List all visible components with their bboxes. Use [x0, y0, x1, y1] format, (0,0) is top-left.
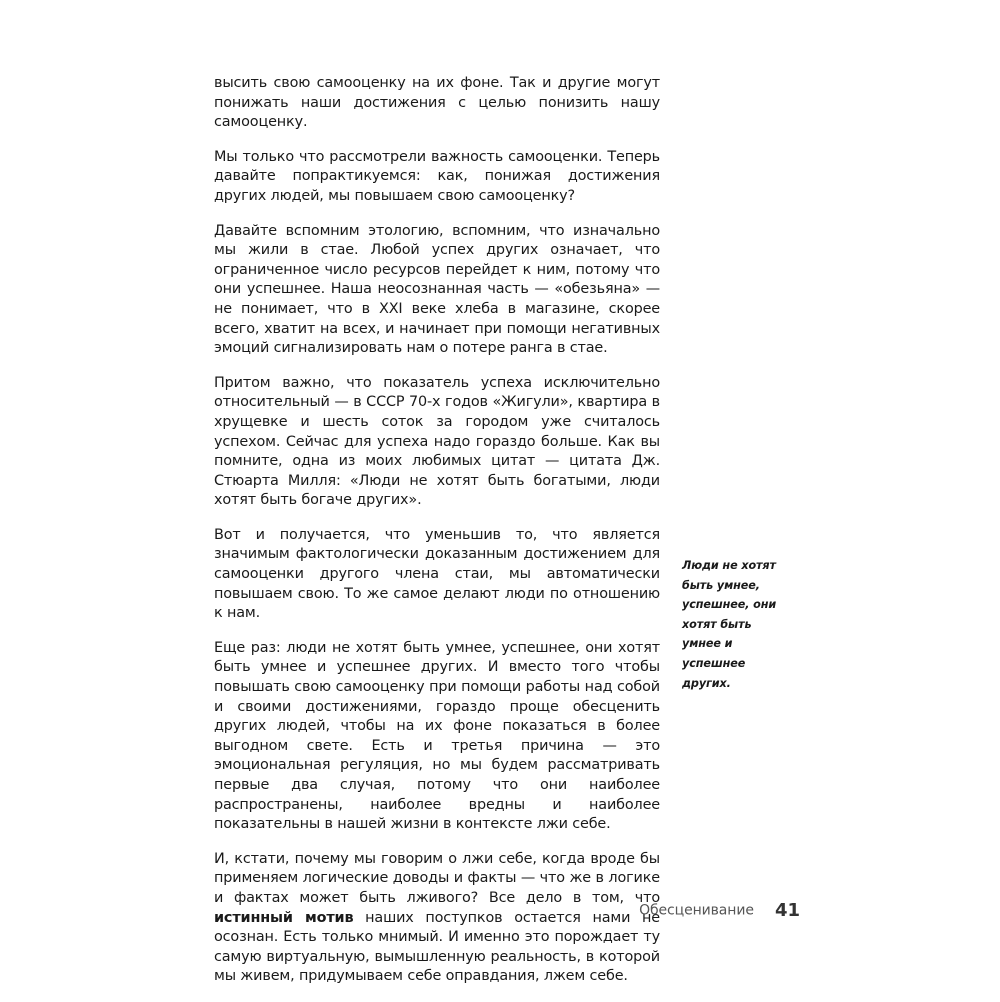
main-text-column [214, 74, 660, 1002]
paragraph-2: Мы только что рассмотрели важность самооценки. Теперь давайте попрактикуемся: как, понижая достижения других людей, мы повышаем свою самооценку? [214, 148, 660, 204]
paragraph-7-text-after: наших поступков остается нами не осознан. Есть только мнимый. И именно это порождает ту самую виртуальную, вымышленную реальность, в которой мы живем, придумываем себе оправдания, лжем себе. [214, 909, 660, 985]
running-footer-section-title: Обесценивание [639, 902, 754, 919]
paragraph-7-text-before: И, кстати, почему мы говорим о лжи себе, когда вроде бы применяем логические доводы и факты — что же в логике и фактах может быть лживого? Все дело в том, что [214, 850, 660, 906]
bold-phrase-true-motive: истинный мотив [214, 909, 354, 926]
paragraph-5: Вот и получается, что уменьшив то, что является значимым фактологически доказанным достижением для самооценки другого члена стаи, мы автоматически повышаем свою. То же самое делают люди по отношению к нам. [214, 526, 660, 622]
page-footer [580, 900, 800, 921]
paragraph-1: высить свою самооценку на их фоне. Так и другие могут понижать наши достижения с целью понизить нашу самооценку. [214, 75, 660, 131]
paragraph-3: Давайте вспомним этологию, вспомним, что изначально мы жили в стае. Любой успех других означает, что ограниченное число ресурсов перейдет к ним, потому что они успешнее. Наша неосознанная часть — «обезьяна» — не понимает, что в XXI веке хлеба в магазине, скорее всего, хватит на всех, и начинает при помощи негативных эмоций сигнализировать нам о потере ранга в стае. [214, 222, 660, 357]
paragraph-6: Еще раз: люди не хотят быть умнее, успешнее, они хотят быть умнее и успешнее других. И вместо того чтобы повышать свою самооценку при помощи работы над собой и своими достижениями, гораздо проще обесценить других людей, чтобы на их фоне показаться в более выгодном свете. Есть и третья причина — это эмоциональная регуляция, но мы будем рассматривать первые два случая, потому что они наиболее распространены, наиболее вредны и наиболее показательны в нашей жизни в контексте лжи себе. [214, 639, 660, 833]
paragraph-4: Притом важно, что показатель успеха исключительно относительный — в СССР 70-х годов «Жигули», квартира в хрущевке и шесть соток за городом уже считалось успехом. Сейчас для успеха надо гораздо больше. Как вы помните, одна из моих любимых цитат — цитата Дж. Стюарта Милля: «Люди не хотят быть богатыми, люди хотят быть богаче других». [214, 374, 660, 509]
page-number: 41 [774, 900, 800, 921]
margin-pull-quote: Люди не хотят быть умнее, успешнее, они хотят быть умнее и успешнее других. [682, 559, 777, 690]
